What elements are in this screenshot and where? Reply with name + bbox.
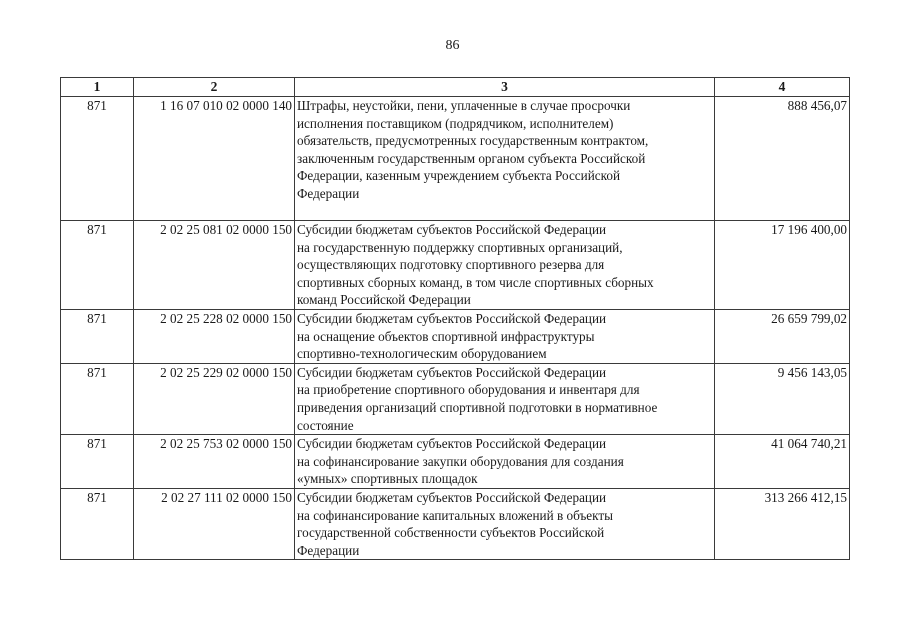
admin-code-cell: 871 [61,309,134,363]
admin-code-cell: 871 [61,363,134,434]
amount-cell: 17 196 400,00 [715,221,850,310]
amount-cell: 9 456 143,05 [715,363,850,434]
description-cell: Субсидии бюджетам субъектов Российской Федерации на государственную поддержку спортивных организаций, осуществляющих подготовку спортивного резерва для спортивных сборных команд, в том числе спортивных сборных команд Российской Федерации [295,221,715,310]
description-cell: Субсидии бюджетам субъектов Российской Федерации на оснащение объектов спортивной инфраструктуры спортивно-технологическим оборудованием [295,309,715,363]
table-row [61,309,850,363]
description-cell: Субсидии бюджетам субъектов Российской Федерации на приобретение спортивного оборудования и инвентаря для приведения организаций спортивной подготовки в нормативное состояние [295,363,715,434]
revenue-code-cell: 2 02 27 111 02 0000 150 [134,488,295,559]
description-cell: Субсидии бюджетам субъектов Российской Федерации на софинансирование закупки оборудования для создания «умных» спортивных площадок [295,435,715,489]
column-header-3: 3 [295,78,715,97]
description-cell: Штрафы, неустойки, пени, уплаченные в случае просрочки исполнения поставщиком (подрядчиком, исполнителем) обязательств, предусмотренных государственным контрактом, заключенным государственным органом субъекта Российской Федерации, казенным учреждением субъекта Российской Федерации [295,97,715,221]
column-header-2: 2 [134,78,295,97]
table-row [61,363,850,434]
table-row [61,488,850,559]
page-number: 86 [445,38,460,53]
table-header-row [61,78,850,97]
table-row [61,221,850,310]
admin-code-cell: 871 [61,97,134,221]
description-cell: Субсидии бюджетам субъектов Российской Федерации на софинансирование капитальных вложений в объекты государственной собственности субъектов Российской Федерации [295,488,715,559]
revenue-code-cell: 2 02 25 753 02 0000 150 [134,435,295,489]
revenue-code-cell: 2 02 25 229 02 0000 150 [134,363,295,434]
amount-cell: 313 266 412,15 [715,488,850,559]
amount-cell: 26 659 799,02 [715,309,850,363]
revenue-code-cell: 2 02 25 228 02 0000 150 [134,309,295,363]
amount-cell: 888 456,07 [715,97,850,221]
column-header-1: 1 [61,78,134,97]
revenue-code-cell: 1 16 07 010 02 0000 140 [134,97,295,221]
admin-code-cell: 871 [61,221,134,310]
table-row [61,435,850,489]
amount-cell: 41 064 740,21 [715,435,850,489]
budget-table [60,77,850,560]
table-row [61,97,850,221]
admin-code-cell: 871 [61,488,134,559]
column-header-4: 4 [715,78,850,97]
admin-code-cell: 871 [61,435,134,489]
revenue-code-cell: 2 02 25 081 02 0000 150 [134,221,295,310]
